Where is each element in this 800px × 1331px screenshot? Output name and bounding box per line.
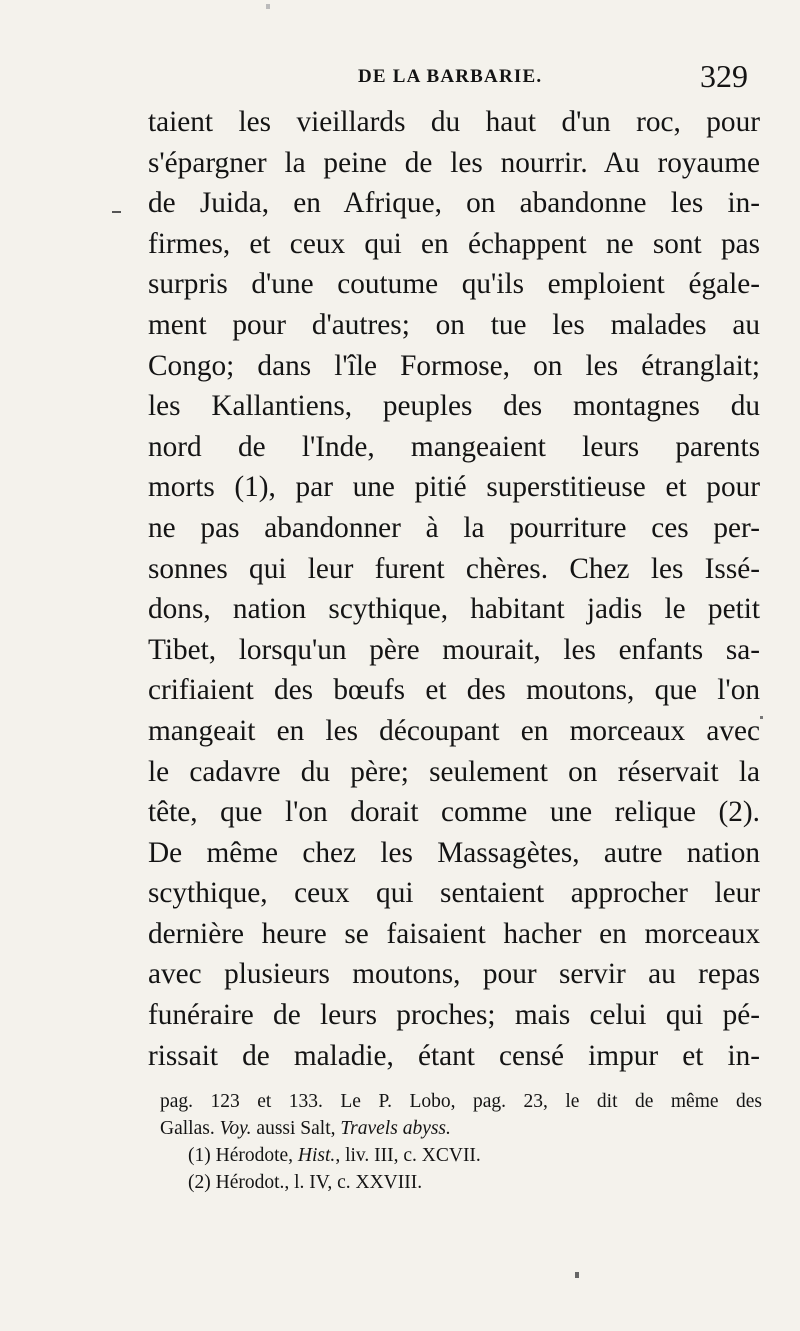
- text-line: de Juida, en Afrique, on abandonne les in-: [148, 187, 760, 220]
- text-line: nord de l'Inde, mangeaient leurs parents: [148, 430, 760, 463]
- footnote-text: , liv. III, c. XCVII.: [335, 1145, 481, 1166]
- text-line: avec plusieurs moutons, pour servir au repas: [148, 958, 760, 991]
- running-head: [0, 58, 800, 94]
- text-line: firmes, et ceux qui en échappent ne sont pas: [148, 227, 760, 260]
- footnote-1: [160, 1142, 762, 1169]
- footnote-continuation-line: [160, 1115, 762, 1142]
- text-line: scythique, ceux qui sentaient approcher leur: [148, 877, 760, 910]
- text-line: les Kallantiens, peuples des montagnes du: [148, 390, 760, 423]
- text-line: crifiaient des bœufs et des moutons, que l'on: [148, 674, 760, 707]
- footnote-text: (1) Hérodote,: [188, 1145, 298, 1166]
- text-line: dons, nation scythique, habitant jadis le petit: [148, 593, 760, 626]
- body-text: [148, 102, 760, 1076]
- footnote-italic-text: Voy.: [219, 1118, 252, 1139]
- footnote-italic-text: Hist.: [297, 1145, 336, 1166]
- footnote-text: Gallas.: [160, 1118, 220, 1139]
- footnote-text: aussi Salt,: [251, 1118, 341, 1139]
- page-speck: [575, 1272, 579, 1278]
- text-line: ne pas abandonner à la pourriture ces per-: [148, 511, 760, 544]
- text-line: dernière heure se faisaient hacher en morceaux: [148, 917, 760, 950]
- text-line: morts (1), par une pitié superstitieuse et pour: [148, 471, 760, 504]
- page-speck: [112, 211, 121, 213]
- footnote-continuation-line: pag. 123 et 133. Le P. Lobo, pag. 23, le dit de même des: [160, 1091, 762, 1112]
- text-line: ment pour d'autres; on tue les malades au: [148, 308, 760, 341]
- page-speck: [760, 716, 763, 719]
- text-line: tête, que l'on dorait comme une relique (2).: [148, 796, 760, 829]
- footnote-italic-text: Travels abyss.: [340, 1118, 451, 1139]
- text-line: rissait de maladie, étant censé impur et in-: [148, 1039, 760, 1072]
- text-line: taient les vieillards du haut d'un roc, pour: [148, 106, 760, 138]
- text-line: s'épargner la peine de les nourrir. Au royaume: [148, 146, 760, 179]
- text-line: sonnes qui leur furent chères. Chez les Issé-: [148, 552, 760, 585]
- text-line: Congo; dans l'île Formose, on les étranglait;: [148, 349, 760, 382]
- text-line: funéraire de leurs proches; mais celui qui pé-: [148, 999, 760, 1032]
- text-line: Tibet, lorsqu'un père mourait, les enfants sa-: [148, 633, 760, 666]
- running-title: DE LA BARBARIE.: [358, 66, 543, 87]
- page-number: 329: [700, 58, 748, 94]
- text-line: surpris d'une coutume qu'ils emploient égale-: [148, 268, 760, 301]
- footnote-2: (2) Hérodot., l. IV, c. XXVIII.: [188, 1172, 423, 1193]
- text-line: De même chez les Massagètes, autre nation: [148, 836, 760, 869]
- page-speck: [266, 4, 270, 9]
- footnotes: [160, 1088, 762, 1196]
- text-line: mangeait en les découpant en morceaux avec: [148, 714, 760, 747]
- text-line: le cadavre du père; seulement on réservait la: [148, 755, 760, 788]
